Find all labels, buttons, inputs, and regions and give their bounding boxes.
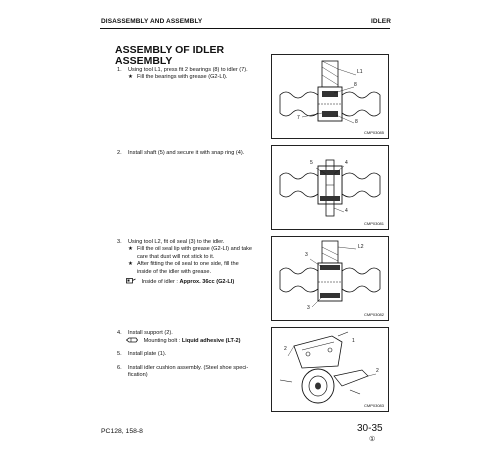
note-label: Inside of idler : xyxy=(141,279,178,286)
figure-label: 8 xyxy=(355,119,358,125)
figure-label: 2 xyxy=(284,346,287,352)
step-5 xyxy=(117,351,267,358)
grease-note xyxy=(117,277,277,286)
figure-idler-bearing-press-fit xyxy=(271,54,389,139)
oil-seal-diagram xyxy=(272,237,388,320)
footer-page-number: 30-35 xyxy=(357,423,383,434)
figure-code: CMP03082 xyxy=(363,312,384,317)
step-text-cont: fication) xyxy=(128,372,148,379)
figure-label: 8 xyxy=(354,82,357,88)
header-topic: IDLER xyxy=(371,18,391,25)
figure-label: 5 xyxy=(310,160,313,166)
figure-code: CMP03081 xyxy=(363,221,384,226)
step-2 xyxy=(117,150,277,157)
adhesive-tube-icon xyxy=(126,337,138,343)
note-value: Liquid adhesive (LT-2) xyxy=(181,338,241,345)
step-bullet: After fitting the oil seal to one side, fill the xyxy=(137,261,239,268)
step-number: 3. xyxy=(117,239,122,245)
shaft-assembly-diagram xyxy=(272,146,388,229)
figure-label: 7 xyxy=(297,115,300,121)
step-bullet: Fill the bearings with grease (G2-LI). xyxy=(137,74,228,81)
page-title-line2: ASSEMBLY xyxy=(115,54,173,67)
step-text: Install idler cushion assembly. (Steel shoe speci- xyxy=(128,365,249,371)
step-text: Install shaft (5) and secure it with snap ring (4). xyxy=(128,150,245,156)
figure-idler-cushion-assembly xyxy=(271,327,389,412)
adhesive-note xyxy=(117,337,267,345)
step-number: 4. xyxy=(117,330,122,336)
star-bullet-icon: ★ xyxy=(128,261,134,268)
figure-label: 3 xyxy=(305,252,308,258)
step-3 xyxy=(117,239,277,286)
figure-code: CMP03083 xyxy=(363,403,384,408)
step-text: Using tool L2, fit oil seal (3) to the idler. xyxy=(128,239,225,245)
grease-gun-icon xyxy=(126,277,136,284)
star-bullet-icon: ★ xyxy=(128,246,134,253)
note-value: Approx. 36cc (G2-LI) xyxy=(179,279,235,286)
note-label: Mounting bolt : xyxy=(143,338,181,345)
footer-revision-mark: ① xyxy=(369,436,376,443)
figure-oil-seal xyxy=(271,236,389,321)
page-title-line1: ASSEMBLY OF IDLER xyxy=(115,44,225,56)
page-title xyxy=(115,45,224,66)
star-bullet-icon: ★ xyxy=(128,74,134,81)
figure-label: L2 xyxy=(358,244,364,250)
figure-label: L1 xyxy=(357,69,363,75)
step-number: 6. xyxy=(117,365,122,371)
step-1 xyxy=(117,67,267,82)
idler-cushion-diagram xyxy=(272,328,388,411)
step-text: Using tool L1, press fit 2 bearings (8) to idler (7). xyxy=(128,67,248,73)
figure-label: 4 xyxy=(345,208,348,214)
figure-shaft-snap-ring xyxy=(271,145,389,230)
figure-label: 2 xyxy=(376,368,379,374)
step-6 xyxy=(117,365,277,380)
header-rule xyxy=(100,28,390,29)
step-text: Install plate (1). xyxy=(128,351,167,357)
figure-code: CMP03085 xyxy=(363,130,384,135)
header-section-title: DISASSEMBLY AND ASSEMBLY xyxy=(101,18,203,25)
step-4 xyxy=(117,330,267,346)
step-bullet: Fill the oil seal lip with grease (G2-LI) and take xyxy=(137,246,253,253)
step-bullet-cont: inside of the idler with grease. xyxy=(137,268,212,275)
figure-label: 4 xyxy=(345,160,348,166)
step-bullet-cont: care that dust will not stick to it. xyxy=(137,253,215,260)
step-number: 2. xyxy=(117,150,122,156)
step-text: Install support (2). xyxy=(128,330,173,336)
idler-bearing-diagram xyxy=(272,55,388,138)
step-number: 5. xyxy=(117,351,122,357)
footer-model: PC128, 158-8 xyxy=(101,428,143,435)
figure-label: 1 xyxy=(352,338,355,344)
step-number: 1. xyxy=(117,67,122,73)
figure-label: 3 xyxy=(307,305,310,311)
